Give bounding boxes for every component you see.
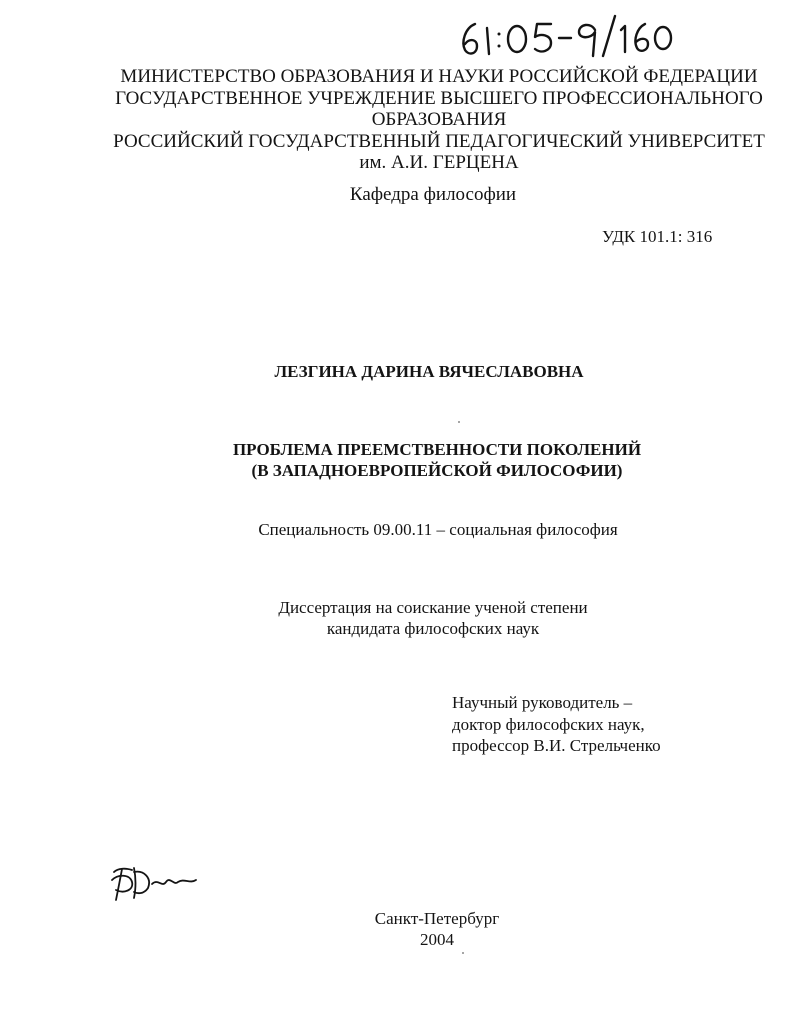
advisor-name: профессор В.И. Стрельченко <box>452 736 661 755</box>
advisor-degree: доктор философских наук, <box>452 714 645 734</box>
institution-header <box>0 66 794 174</box>
university-name-line: РОССИЙСКИЙ ГОСУДАРСТВЕННЫЙ ПЕДАГОГИЧЕСКИЙ УНИВЕРСИТЕТ <box>113 130 765 152</box>
institution-type-line-2: ОБРАЗОВАНИЯ <box>371 109 507 130</box>
advisor-role: Научный руководитель – <box>452 693 633 712</box>
degree-statement <box>0 597 794 639</box>
institution-type-line: ГОСУДАРСТВЕННОЕ УЧРЕЖДЕНИЕ ВЫСШЕГО ПРОФЕССИОНАЛЬНОГО <box>115 87 763 109</box>
city-and-year <box>0 908 794 950</box>
scan-speck <box>462 952 464 954</box>
degree-line-2: кандидата философских наук <box>326 619 540 638</box>
ministry-line: МИНИСТЕРСТВО ОБРАЗОВАНИЯ И НАУКИ РОССИЙСКОЙ ФЕДЕРАЦИИ <box>120 66 758 87</box>
scientific-advisor <box>452 692 661 757</box>
year: 2004 <box>420 930 454 949</box>
university-named-after-line: им. А.И. ГЕРЦЕНА <box>359 152 519 173</box>
author-name: ЛЕЗГИНА ДАРИНА ВЯЧЕСЛАВОВНА <box>274 362 584 381</box>
scan-speck <box>458 421 460 423</box>
title-line: ПРОБЛЕМА ПРЕЕМСТВЕННОСТИ ПОКОЛЕНИЙ <box>232 440 642 459</box>
degree-line: Диссертация на соискание ученой степени <box>278 598 588 617</box>
specialty-line: Специальность 09.00.11 – социальная философия <box>258 520 618 539</box>
dissertation-title <box>0 439 794 481</box>
title-subtitle-line: (В ЗАПАДНОЕВРОПЕЙСКОЙ ФИЛОСОФИИ) <box>251 461 623 480</box>
udk-code: УДК 101.1: 316 <box>602 227 713 246</box>
city: Санкт-Петербург <box>374 909 500 928</box>
handwritten-signature <box>108 860 200 908</box>
department-name: Кафедра философии <box>349 184 517 205</box>
handwritten-catalog-code <box>455 10 675 62</box>
